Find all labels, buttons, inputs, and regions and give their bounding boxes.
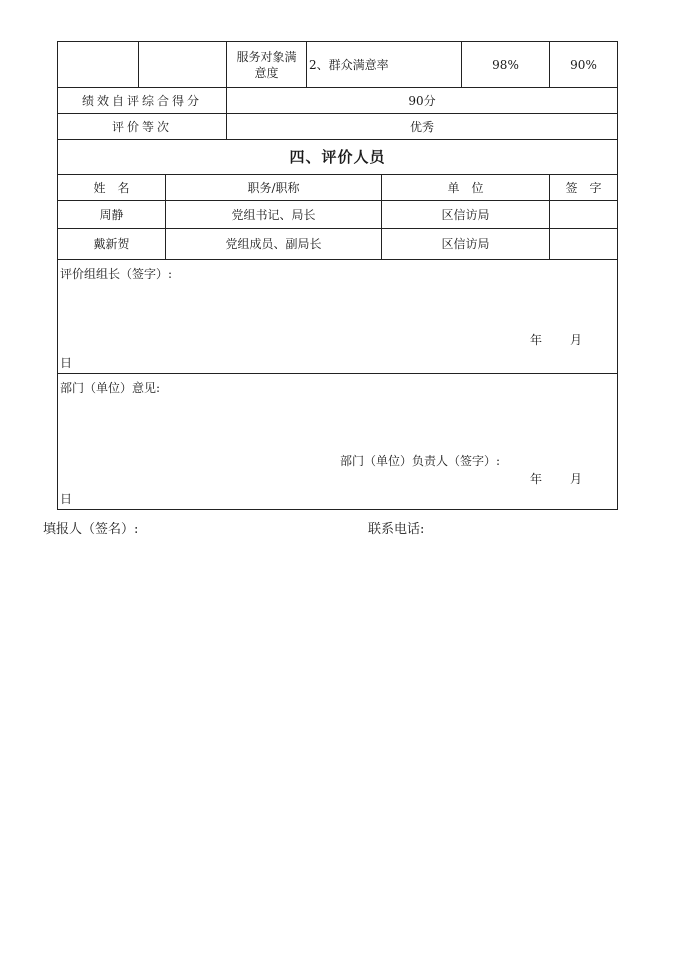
actual-value-cell: 90% [550, 42, 618, 88]
group-leader-month: 月 [570, 333, 583, 347]
evaluator-row [58, 201, 618, 229]
header-position: 职务/职称 [166, 175, 382, 201]
section-four-row [58, 140, 618, 175]
department-label: 部门（单位）意见: [60, 381, 161, 395]
department-row [58, 374, 618, 510]
indicator-category-cell: 服务对象满意度 [227, 42, 307, 88]
department-day: 日 [60, 492, 73, 506]
evaluator-name: 戴新贺 [58, 229, 166, 260]
group-leader-year: 年 [530, 333, 543, 347]
performance-indicator-row [58, 42, 618, 88]
header-signature: 签 字 [550, 175, 618, 201]
evaluator-row [58, 229, 618, 260]
section-title: 四、评价人员 [58, 140, 618, 175]
score-value: 90分 [227, 88, 618, 114]
group-leader-row [58, 260, 618, 374]
target-value-cell: 98% [462, 42, 550, 88]
evaluator-unit: 区信访局 [382, 201, 550, 229]
evaluator-signature [550, 229, 618, 260]
group-leader-label: 评价组组长（签字）: [60, 267, 173, 281]
header-unit: 单 位 [382, 175, 550, 201]
department-box [58, 374, 618, 510]
blank-cell-secondary [139, 42, 227, 88]
blank-cell-primary [58, 42, 139, 88]
score-row [58, 88, 618, 114]
department-month: 月 [570, 472, 583, 486]
evaluator-signature [550, 201, 618, 229]
evaluator-header-row [58, 175, 618, 201]
grade-row [58, 114, 618, 140]
evaluation-form-table [57, 41, 618, 510]
phone-label: 联系电话: [368, 522, 425, 537]
group-leader-box [58, 260, 618, 374]
evaluator-position: 党组成员、副局长 [166, 229, 382, 260]
score-label: 绩效自评综合得分 [58, 88, 227, 114]
filler-label: 填报人（签名）: [43, 522, 139, 537]
department-year: 年 [530, 472, 543, 486]
evaluator-name: 周静 [58, 201, 166, 229]
grade-value: 优秀 [227, 114, 618, 140]
grade-label: 评价等次 [58, 114, 227, 140]
department-responsible-label: 部门（单位）负责人（签字）: [340, 454, 501, 468]
evaluator-position: 党组书记、局长 [166, 201, 382, 229]
group-leader-day: 日 [60, 356, 73, 370]
evaluator-unit: 区信访局 [382, 229, 550, 260]
indicator-name-cell: 2、群众满意率 [307, 42, 462, 88]
header-name: 姓 名 [58, 175, 166, 201]
